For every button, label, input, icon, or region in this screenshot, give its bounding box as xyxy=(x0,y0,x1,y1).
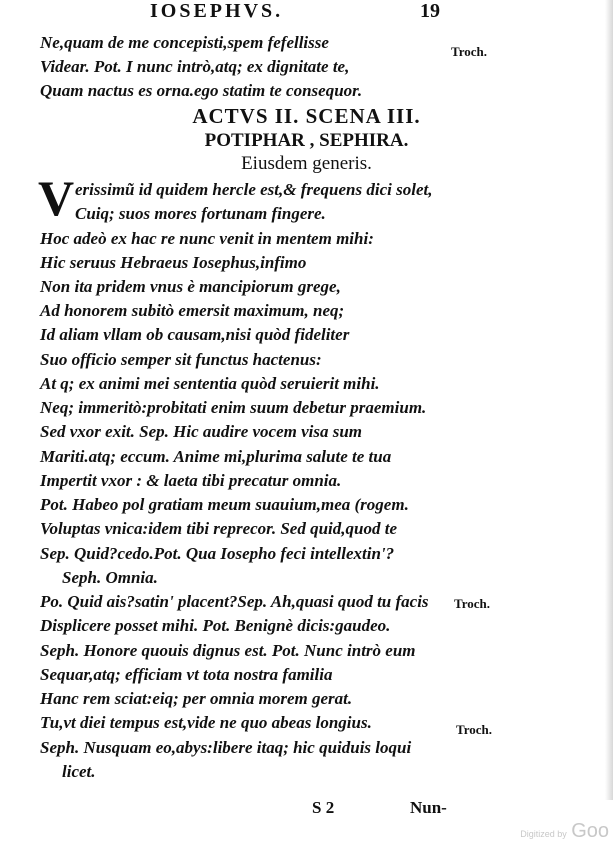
verse-line: Displicere posset mihi. Pot. Benignè dicis:gaudeo. xyxy=(40,616,391,635)
verse-line: Hanc rem sciat:eiq; per omnia morem gerat. xyxy=(40,689,353,708)
running-header xyxy=(150,0,460,22)
opening-line-3: Quam nactus es orna.ego statim te consequor. xyxy=(40,81,363,100)
verse-line: Seph. Nusquam eo,abys:libere itaq; hic quiduis loqui xyxy=(40,738,412,757)
opening-line-2: Videar. Pot. I nunc intrò,atq; ex dignitate te, xyxy=(40,57,350,76)
running-title: IOSEPHVS. xyxy=(150,0,284,22)
watermark xyxy=(520,820,609,843)
verse-line: Pot. Habeo pol gratiam meum suauium,mea (rogem. xyxy=(40,495,409,514)
signature-mark: S 2 xyxy=(312,798,335,817)
verse-line: Tu,vt diei tempus est,vide ne quo abeas longius. xyxy=(40,713,372,732)
verse-line: Non ita pridem vnus è mancipiorum grege, xyxy=(40,277,341,296)
meter-note: Eiusdem generis. xyxy=(241,153,372,174)
verse-line: Neq; immeritò:probitati enim suum debetur praemium. xyxy=(40,398,427,417)
verse-line: Cuiq; suos mores fortunam fingere. xyxy=(75,204,326,223)
folio-number: 19 xyxy=(420,0,440,22)
verse-line: licet. xyxy=(62,762,96,781)
margin-note: Troch. xyxy=(451,44,487,59)
watermark-prefix: Digitized by xyxy=(520,829,567,839)
opening-line-1: Ne,quam de me concepisti,spem fefellisse xyxy=(40,33,329,52)
verse-line: Hic seruus Hebraeus Iosephus,infimo xyxy=(40,253,307,272)
verse-line: Id aliam vllam ob causam,nisi quòd fideliter xyxy=(40,325,350,344)
drop-initial: V xyxy=(38,170,75,226)
verse-line: Seph. Omnia. xyxy=(62,568,158,587)
margin-note: Troch. xyxy=(456,722,492,737)
persons-heading: POTIPHAR , SEPHIRA. xyxy=(204,130,409,151)
verse-line: Suo officio semper sit functus hactenus: xyxy=(40,350,322,369)
verse-line: Seph. Honore quouis dignus est. Pot. Nunc intrò eum xyxy=(40,641,416,660)
watermark-brand: Goo xyxy=(571,820,609,842)
act-heading: ACTVS II. SCENA III. xyxy=(192,104,421,128)
verse-line: Impertit vxor : & laeta tibi precatur omnia. xyxy=(40,471,342,490)
verse-line: Sequar,atq; efficiam vt tota nostra familia xyxy=(40,665,333,684)
verse-line: Sep. Quid?cedo.Pot. Qua Iosepho feci intellextin'? xyxy=(40,544,395,563)
verse-line: Po. Quid ais?satin' placent?Sep. Ah,quasi quod tu facis xyxy=(40,592,429,611)
margin-note: Troch. xyxy=(454,596,490,611)
verse-line: Mariti.atq; eccum. Anime mi,plurima salute te tua xyxy=(40,447,392,466)
verse-line: Ad honorem subitò emersit maximum, neq; xyxy=(40,301,345,320)
verse-line: erissimũ id quidem hercle est,& frequens dici solet, xyxy=(75,180,433,199)
verse-line: At q; ex animi mei sententia quòd seruierit mihi. xyxy=(40,374,380,393)
page-edge-shadow xyxy=(605,0,613,800)
catchword: Nun- xyxy=(410,798,447,817)
verse-line: Hoc adeò ex hac re nunc venit in mentem mihi: xyxy=(40,229,374,248)
verse-line: Sed vxor exit. Sep. Hic audire vocem visa sum xyxy=(40,422,363,441)
verse-line: Voluptas vnica:idem tibi reprecor. Sed quid,quod te xyxy=(40,519,398,538)
